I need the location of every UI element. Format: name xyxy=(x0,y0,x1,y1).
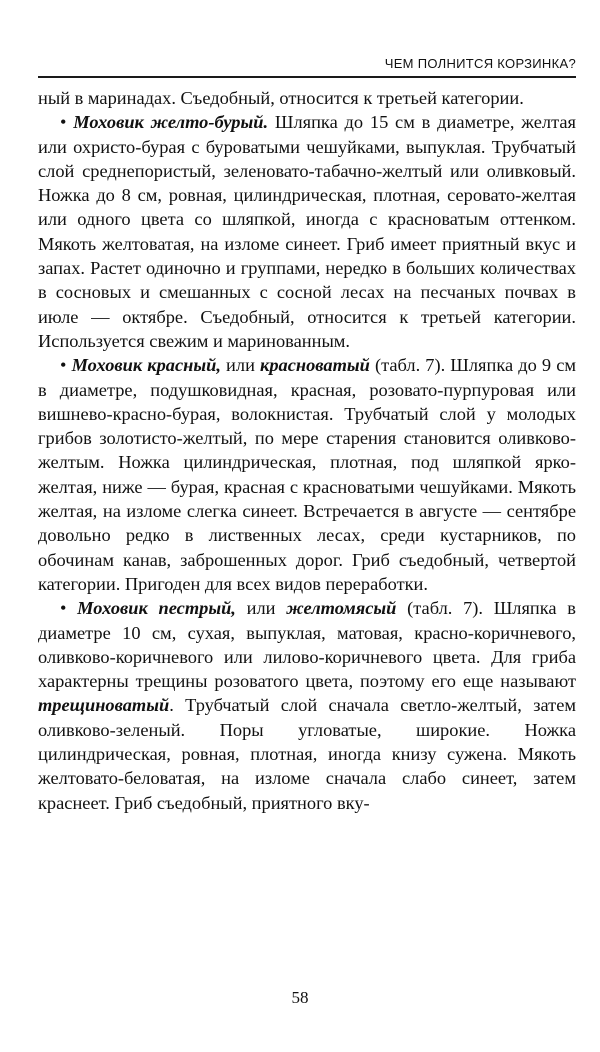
entry-text: (табл. 7). Шляпка в диаметре 10 см, сухая, выпуклая, матовая, красно-коричневого, оливково-коричневого или лилово-коричневого цвета. Для гриба характерны трещины розоватого цвета, поэтому его еще называют xyxy=(38,598,576,692)
entry-term: трещиноватый xyxy=(38,695,170,716)
page-number: 58 xyxy=(291,988,309,1007)
entry-text: . Трубчатый слой сначала светло-желтый, затем оливково-зеленый. Поры угловатые, широкие. Ножка цилиндрическая, ровная, плотная, иногда книзу сужена. Мякоть желтовато-беловатая, на изломе сначала слабо синеет, затем краснеет. Гриб съедобный, приятного вку- xyxy=(38,695,576,813)
entry-name: Моховик красный, xyxy=(71,355,221,376)
entry-connector: или xyxy=(235,598,287,619)
entry-paragraph xyxy=(38,596,576,815)
entry-name: Моховик пестрый, xyxy=(77,598,236,619)
entry-name: Моховик желто-бурый. xyxy=(73,112,269,133)
entry-alt-name: желтомясый xyxy=(286,598,397,619)
entry-paragraph xyxy=(38,353,576,596)
bullet: • xyxy=(60,112,67,133)
page-header xyxy=(38,48,576,78)
bullet: • xyxy=(60,598,67,619)
entry-paragraph xyxy=(38,110,576,353)
entry-text: Шляпка до 15 см в диаметре, желтая или охристо-бурая с буроватыми чешуйками, выпуклая. Трубчатый слой среднепористый, зеленовато-табачно-желтый или оливковый. Ножка до 8 см, ровная, цилиндрическая, плотная, серовато-желтая или одного цвета со шляпкой, иногда с красноватым оттенком. Мякоть желтоватая, на изломе синеет. Гриб имеет приятный вкус и запах. Растет одиночно и группами, нередко в больших количествах в сосновых и смешанных с сосной лесах на песчаных почвах в июле — октябре. Съедобный, относится к третьей категории. Используется свежим и маринованным. xyxy=(38,112,576,351)
body-text xyxy=(38,86,576,815)
bullet: • xyxy=(60,355,67,376)
intro-paragraph: ный в маринадах. Съедобный, относится к третьей категории. xyxy=(38,88,524,108)
entry-connector: или xyxy=(220,355,261,376)
running-head: ЧЕМ ПОЛНИТСЯ КОРЗИНКА? xyxy=(384,56,576,71)
entry-alt-name: красноватый xyxy=(260,355,370,376)
entry-text: (табл. 7). Шляпка до 9 см в диаметре, подушковидная, красная, розовато-пурпуровая или вишнево-красно-бурая, волокнистая. Трубчатый слой у молодых грибов золотисто-желтый, по мере старения становится оливково-желтым. Ножка цилиндрическая, плотная, под шляпкой ярко-желтая, ниже — бурая, красная с красноватыми чешуйками. Мякоть желтая, на изломе слегка синеет. Встречается в августе — сентябре довольно редко в лиственных лесах, среди кустарников, по обочинам канав, заброшенных дорог. Гриб съедобный, четвертой категории. Пригоден для всех видов переработки. xyxy=(38,355,576,594)
